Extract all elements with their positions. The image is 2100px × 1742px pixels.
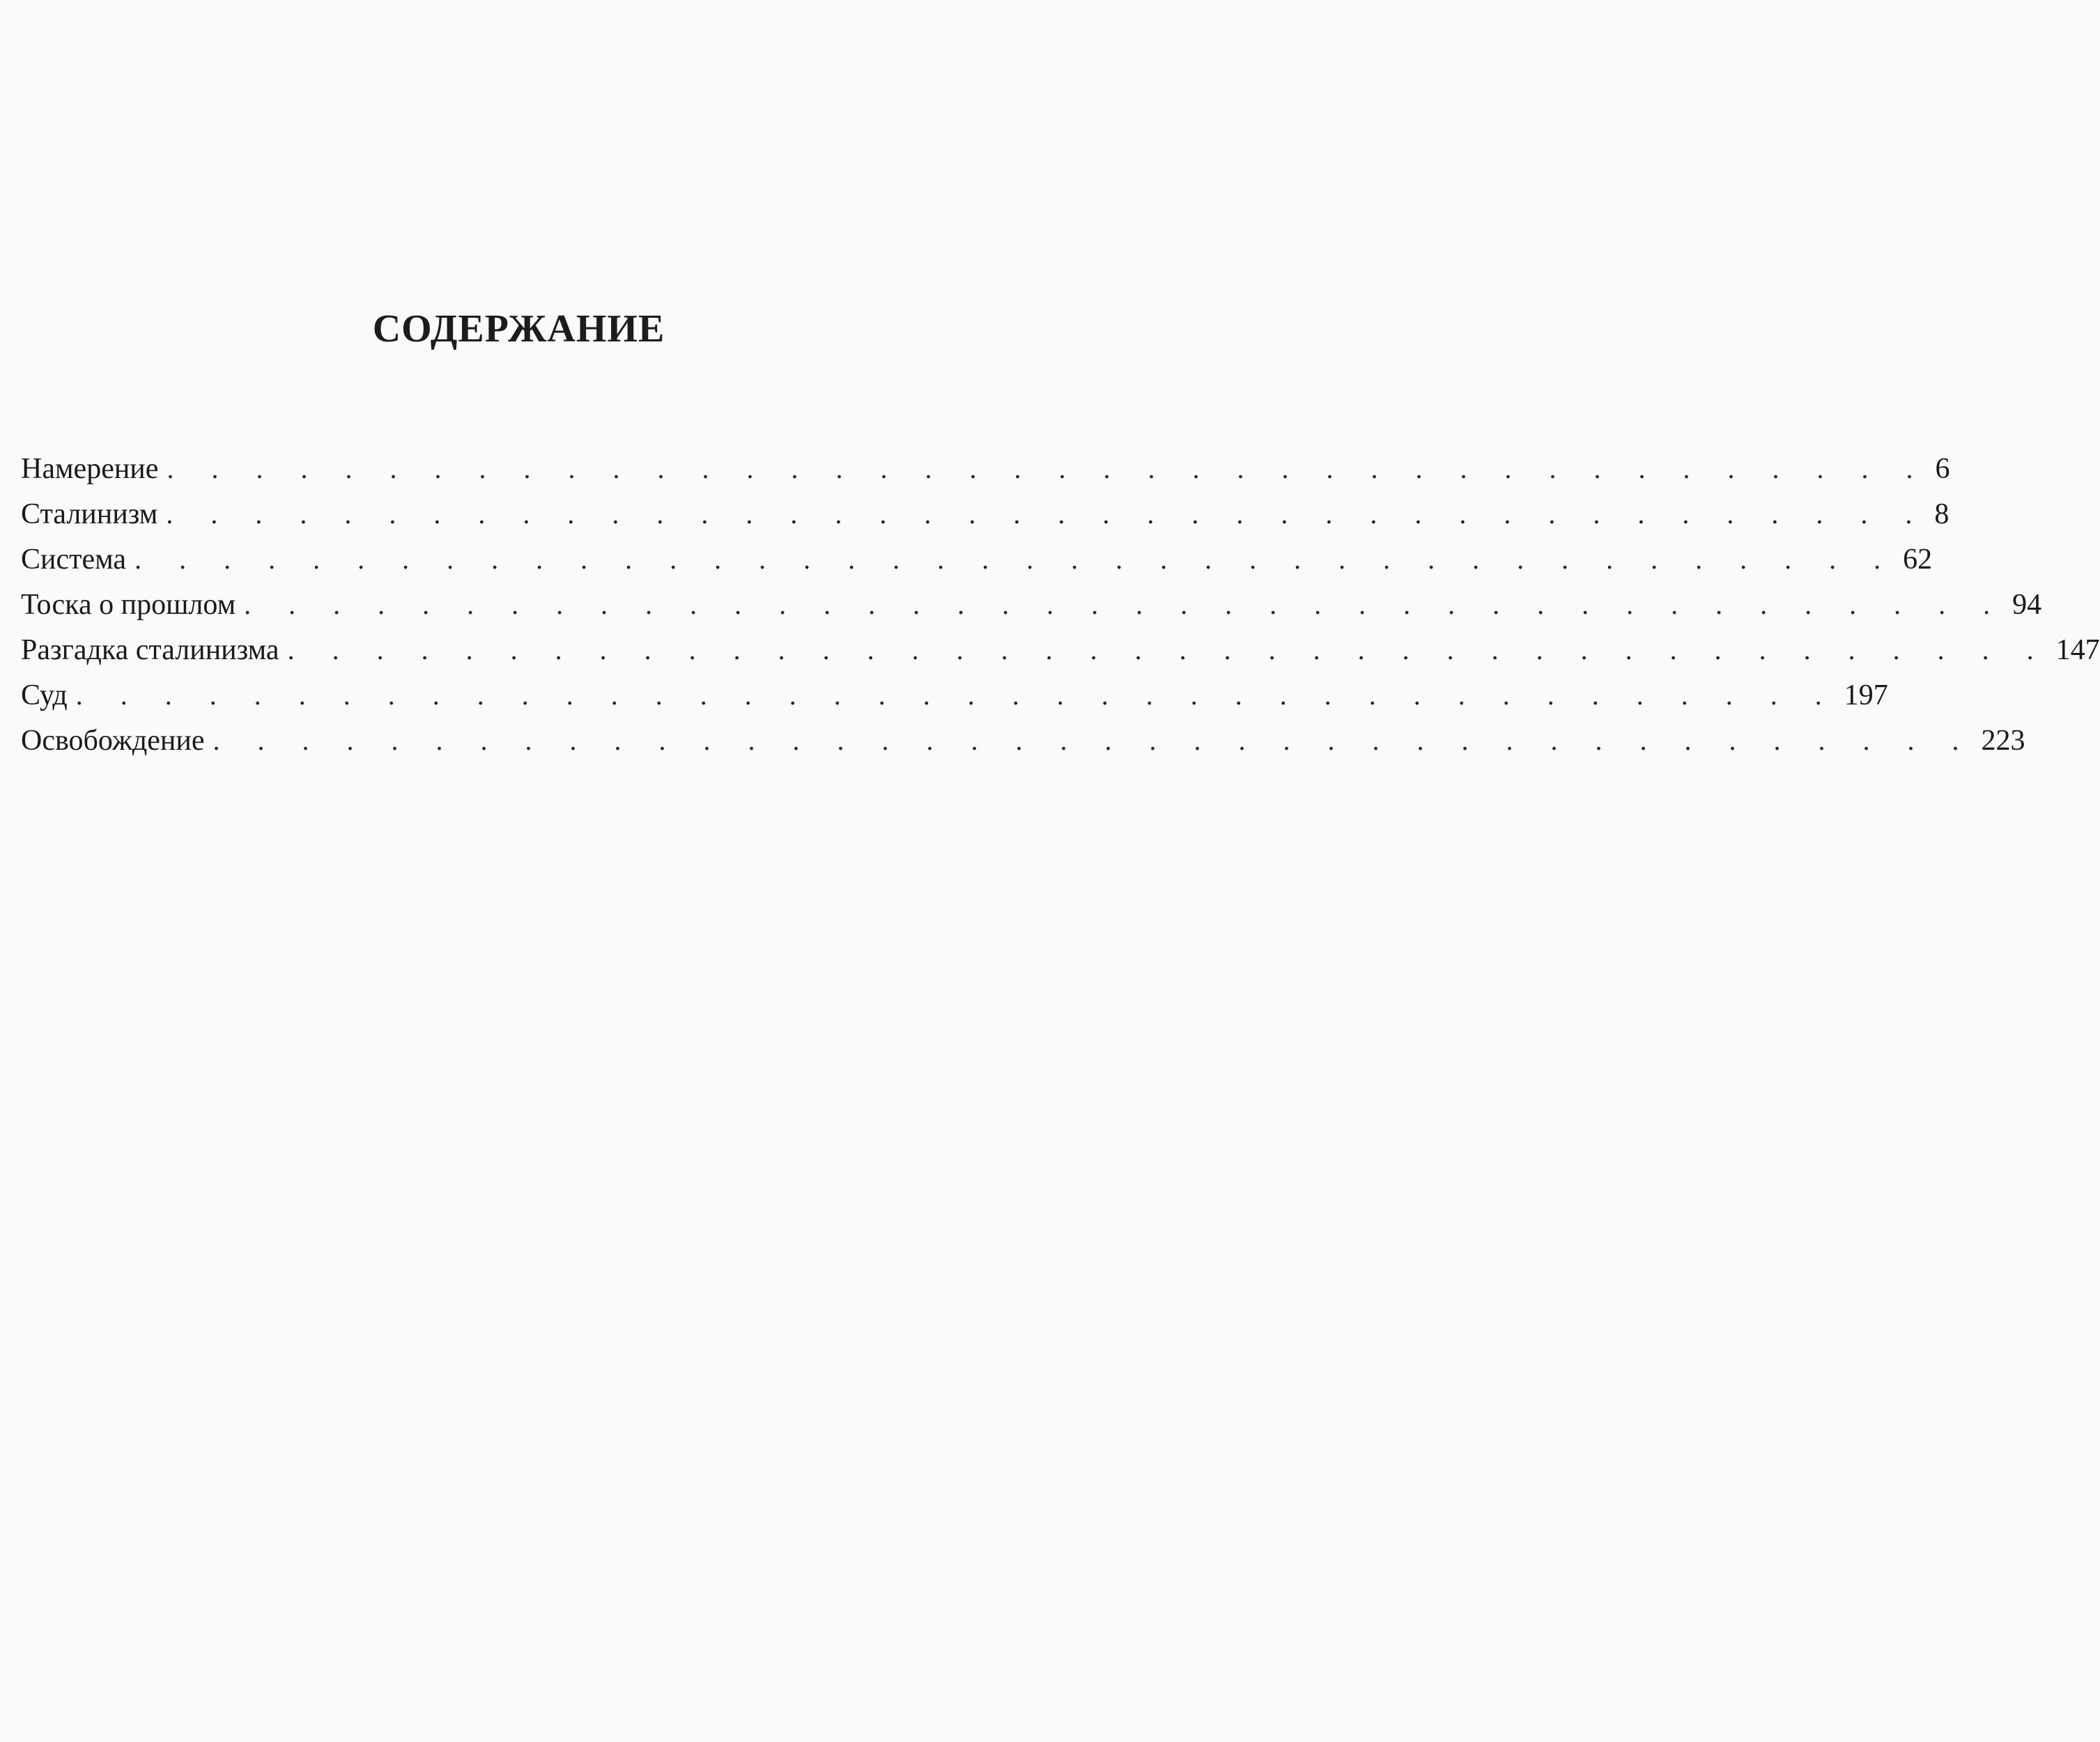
table-of-contents	[21, 446, 2100, 763]
toc-leader-dots: . . . . . . . . . . . . . . . . . . . . . . . . . . . . . . . . . . . . . . . .	[244, 589, 2006, 620]
toc-leader-dots: . . . . . . . . . . . . . . . . . . . . . . . . . . . . . . . . . . . . . . . .	[167, 453, 1929, 484]
toc-leader-dots: . . . . . . . . . . . . . . . . . . . . . . . . . . . . . . . . . . . . . . . .	[287, 634, 2049, 665]
toc-leader-dots: . . . . . . . . . . . . . . . . . . . . . . . . . . . . . . . . . . . . . . . .	[134, 544, 1897, 575]
toc-entry-page: 223	[1981, 725, 2025, 757]
toc-entry[interactable]	[21, 718, 2025, 763]
toc-entry[interactable]	[21, 491, 1950, 537]
toc-entry-label: Намерение	[21, 453, 159, 485]
toc-entry[interactable]	[21, 582, 2042, 627]
toc-entry[interactable]	[21, 627, 2100, 672]
toc-entry-page: 6	[1935, 453, 1950, 485]
toc-leader-dots: . . . . . . . . . . . . . . . . . . . . . . . . . . . . . . . . . . . . . . . .	[166, 498, 1928, 530]
toc-entry[interactable]	[21, 672, 1888, 718]
page-title: СОДЕРЖАНИЕ	[372, 307, 665, 350]
toc-leader-dots: . . . . . . . . . . . . . . . . . . . . . . . . . . . . . . . . . . . . . . . .	[75, 679, 1837, 711]
toc-entry-label: Тоска о прошлом	[21, 589, 236, 621]
toc-entry-page: 147	[2055, 634, 2100, 666]
toc-leader-dots: . . . . . . . . . . . . . . . . . . . . . . . . . . . . . . . . . . . . . . . .	[213, 725, 1975, 756]
toc-entry-page: 94	[2012, 589, 2042, 621]
toc-entry-label: Суд	[21, 679, 68, 711]
toc-entry-label: Сталинизм	[21, 498, 158, 530]
toc-entry[interactable]	[21, 537, 1933, 582]
toc-entry[interactable]	[21, 446, 1950, 491]
toc-entry-label: Освобождение	[21, 725, 205, 757]
toc-entry-label: Система	[21, 544, 127, 576]
toc-entry-page: 62	[1903, 544, 1933, 576]
toc-entry-page: 197	[1844, 679, 1888, 711]
toc-entry-label: Разгадка сталинизма	[21, 634, 279, 666]
toc-entry-page: 8	[1934, 498, 1950, 530]
